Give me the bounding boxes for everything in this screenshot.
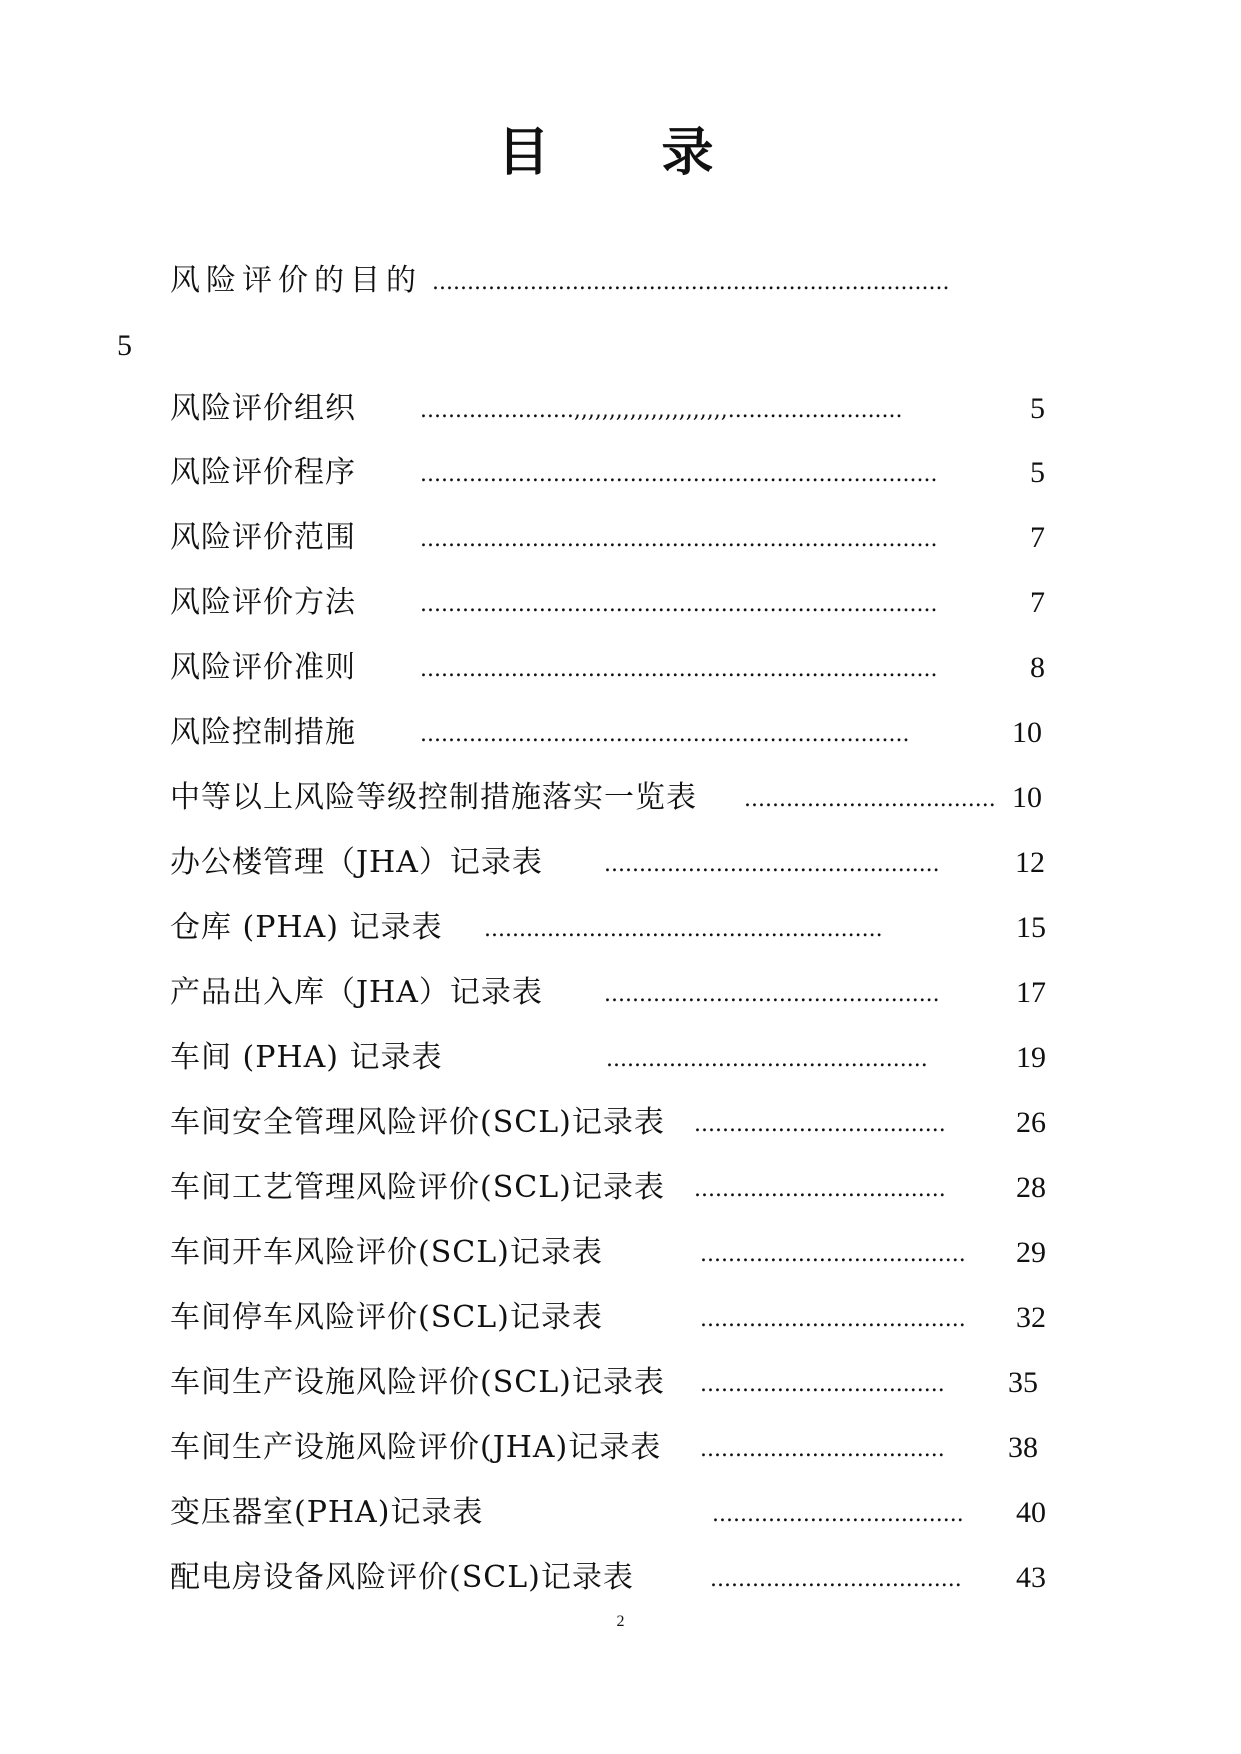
toc-entry-leader: ......................,,,,,,,,,,,,,,,,,,,,,,......................... <box>420 398 903 423</box>
toc-entry-leader: .................................... <box>712 1502 964 1527</box>
toc-entry-label: 车间生产设施风险评价(JHA)记录表 <box>170 1430 662 1465</box>
toc-entry-page-number: 35 <box>1008 1366 1038 1399</box>
toc-entry-leader: .......................................................................... <box>420 657 938 682</box>
toc-entry-leader: ...................................... <box>700 1242 966 1267</box>
toc-entry-page-number: 12 <box>1015 846 1045 879</box>
toc-entry[interactable] <box>170 256 1050 306</box>
toc-entry-label: 风险评价程序 <box>170 455 356 490</box>
toc-entry-label: 风险控制措施 <box>170 715 356 750</box>
toc-entry-leader: .......................................................................... <box>420 462 938 487</box>
toc-entry-leader: ................................................ <box>604 852 940 877</box>
toc-entry-leader: ......................................................... <box>484 917 883 942</box>
toc-entry[interactable] <box>170 708 1050 758</box>
toc-entry-leader: .......................................................................... <box>432 270 950 295</box>
toc-entry[interactable] <box>170 1228 1050 1278</box>
toc-entry-page-number: 7 <box>1030 586 1045 619</box>
toc-entry-label: 配电房设备风险评价(SCL)记录表 <box>170 1560 634 1595</box>
toc-entry-page-number: 28 <box>1016 1171 1046 1204</box>
page-title: 目 录 <box>497 122 744 183</box>
toc-entry-page-number: 32 <box>1016 1301 1046 1334</box>
toc-entry-leader: .......................................................................... <box>420 527 938 552</box>
toc-entry[interactable] <box>170 1293 1050 1343</box>
toc-entry[interactable] <box>170 384 1050 434</box>
toc-entry-leader: ................................... <box>700 1437 945 1462</box>
toc-entry-page-number: 43 <box>1016 1561 1046 1594</box>
toc-entry-label: 车间 (PHA) 记录表 <box>170 1040 443 1075</box>
footer-page-number: 2 <box>616 1613 625 1630</box>
toc-entry[interactable] <box>170 1488 1050 1538</box>
toc-entry-label: 风险评价方法 <box>170 585 356 620</box>
toc-entry[interactable] <box>170 1553 1050 1603</box>
toc-entry-page-number: 19 <box>1016 1041 1046 1074</box>
toc-entry-page-number: 10 <box>1012 781 1042 814</box>
toc-entry[interactable] <box>170 1423 1050 1473</box>
toc-entry-leader: ................................... <box>700 1372 945 1397</box>
toc-entry-page-number: 5 <box>1030 392 1045 425</box>
toc-entry-label: 车间停车风险评价(SCL)记录表 <box>170 1300 603 1335</box>
toc-entry-label: 仓库 (PHA) 记录表 <box>170 910 443 945</box>
toc-entry-label: 变压器室(PHA)记录表 <box>170 1495 484 1530</box>
toc-entry-page-number: 29 <box>1016 1236 1046 1269</box>
toc-entry[interactable] <box>170 968 1050 1018</box>
toc-entry-page-number: 40 <box>1016 1496 1046 1529</box>
toc-entry-label: 风险评价组织 <box>170 391 356 426</box>
toc-entry-label: 车间安全管理风险评价(SCL)记录表 <box>170 1105 665 1140</box>
toc-entry-page-number: 8 <box>1030 651 1045 684</box>
toc-entry[interactable] <box>170 1358 1050 1408</box>
toc-entry-label: 中等以上风险等级控制措施落实一览表 <box>170 780 697 815</box>
toc-entry[interactable] <box>170 1163 1050 1213</box>
toc-entry-label: 风险评价范围 <box>170 520 356 555</box>
toc-entry-page-number: 38 <box>1008 1431 1038 1464</box>
toc-entry-leader: ...................................................................... <box>420 722 910 747</box>
toc-entry-page-number: 10 <box>1012 716 1042 749</box>
toc-entry-leader: ...................................... <box>700 1307 966 1332</box>
toc-entry[interactable] <box>170 903 1050 953</box>
toc-entry[interactable] <box>170 773 1050 823</box>
toc-entry-page-number: 5 <box>117 329 132 362</box>
toc-entry[interactable] <box>170 1033 1050 1083</box>
toc-entry[interactable] <box>170 1098 1050 1148</box>
toc-entry-page-number: 15 <box>1016 911 1046 944</box>
toc-entry-page-number: 26 <box>1016 1106 1046 1139</box>
toc-entry-page-number: 7 <box>1030 521 1045 554</box>
toc-entry-leader: .......................................................................... <box>420 592 938 617</box>
toc-entry-page-number: 5 <box>1030 456 1045 489</box>
toc-entry-leader: ................................................ <box>604 982 940 1007</box>
toc-entry-label: 车间开车风险评价(SCL)记录表 <box>170 1235 603 1270</box>
toc-entry-leader: .................................... <box>694 1112 946 1137</box>
toc-entry-page-number: 17 <box>1016 976 1046 1009</box>
toc-entry-leader: .............................................. <box>606 1047 928 1072</box>
toc-entry[interactable] <box>170 643 1050 693</box>
toc-entry-label: 风险评价的目的 <box>170 263 422 298</box>
toc-entry-leader: .................................... <box>710 1567 962 1592</box>
toc-entry-leader: .................................... <box>744 787 996 812</box>
toc-entry-label: 车间生产设施风险评价(SCL)记录表 <box>170 1365 665 1400</box>
toc-entry-leader: .................................... <box>694 1177 946 1202</box>
toc-entry[interactable] <box>170 513 1050 563</box>
toc-entry-label: 风险评价准则 <box>170 650 356 685</box>
toc-entry-label: 车间工艺管理风险评价(SCL)记录表 <box>170 1170 665 1205</box>
toc-entry[interactable] <box>170 838 1050 888</box>
toc-entry[interactable] <box>170 448 1050 498</box>
toc-entry-label: 办公楼管理（JHA）记录表 <box>170 845 543 880</box>
toc-entry[interactable] <box>170 578 1050 628</box>
toc-entry-label: 产品出入库（JHA）记录表 <box>170 975 543 1010</box>
